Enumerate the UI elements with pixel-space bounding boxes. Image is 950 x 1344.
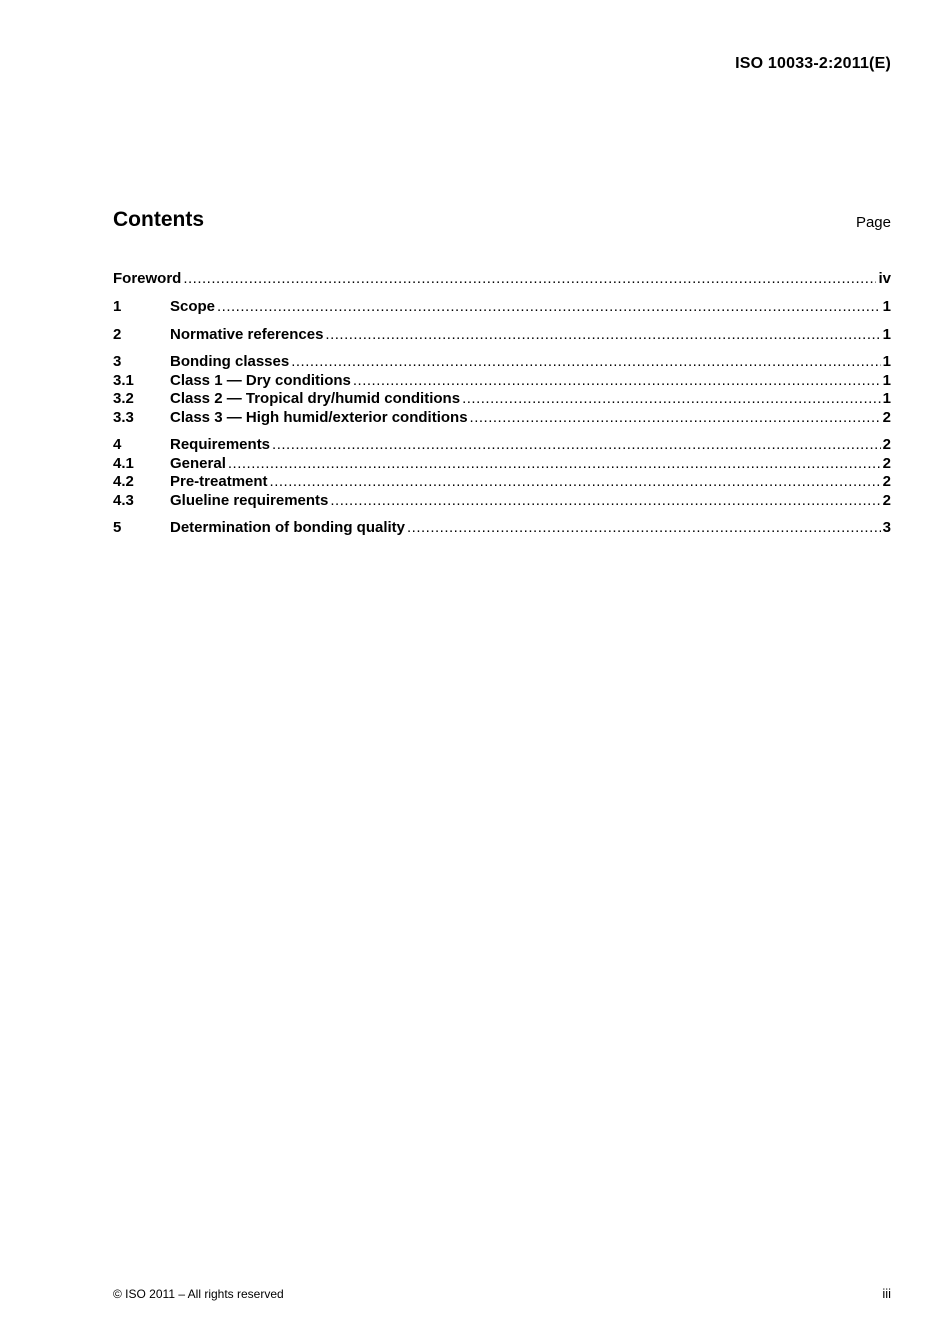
toc-entry-title: Class 2 — Tropical dry/humid conditions [170,390,461,407]
toc-entry-title: Class 3 — High humid/exterior conditions [170,409,468,426]
toc-entry-page: iv [878,270,891,287]
toc-entry-class-1[interactable] [113,371,891,390]
toc-entry-foreword[interactable] [113,269,891,288]
footer-copyright: © ISO 2011 – All rights reserved [113,1287,284,1301]
toc-entry-title: Foreword [113,270,182,287]
toc-leader-dots [470,408,881,427]
toc-entry-title: General [170,455,226,472]
toc-leader-dots [407,518,881,537]
toc-leader-dots [272,435,881,454]
toc-entry-title: Glueline requirements [170,492,329,509]
toc-entry-page: 1 [882,390,891,407]
toc-entry-class-3[interactable] [113,408,891,427]
toc-entry-number: 2 [113,326,122,343]
toc-entry-title: Normative references [170,326,324,343]
toc-entry-page: 3 [882,519,891,536]
toc-leader-dots [270,472,881,491]
toc-leader-dots [330,491,880,510]
toc-entry-glueline-requirements[interactable] [113,491,891,510]
toc-leader-dots [462,389,881,408]
toc-entry-number: 1 [113,298,122,315]
toc-entry-page: 2 [882,436,891,453]
toc-entry-title: Requirements [170,436,271,453]
toc-entry-number: 3.1 [113,372,134,389]
toc-entry-number: 3 [113,353,122,370]
toc-entry-class-2[interactable] [113,389,891,408]
toc-entry-page: 2 [882,455,891,472]
toc-entry-title: Determination of bonding quality [170,519,405,536]
toc-entry-number: 4.1 [113,455,134,472]
toc-entry-number: 4.3 [113,492,134,509]
toc-entry-page: 2 [882,409,891,426]
page-column-label: Page [855,214,891,231]
toc-entry-title: Pre-treatment [170,473,268,490]
toc-entry-pre-treatment[interactable] [113,472,891,491]
toc-leader-dots [325,325,880,344]
toc-entry-title: Class 1 — Dry conditions [170,372,351,389]
document-id: ISO 10033-2:2011(E) [735,55,891,72]
toc-leader-dots [291,352,880,371]
toc-entry-number: 4.2 [113,473,134,490]
toc-entry-page: 1 [882,326,891,343]
toc-entry-page: 1 [882,298,891,315]
toc-entry-normative-references[interactable] [113,325,891,344]
toc-entry-page: 2 [882,473,891,490]
toc-entry-page: 1 [882,353,891,370]
toc-entry-requirements[interactable] [113,435,891,454]
toc-entry-page: 2 [882,492,891,509]
toc-entry-number: 3.3 [113,409,134,426]
toc-entry-title: Bonding classes [170,353,290,370]
toc-entry-page: 1 [882,372,891,389]
toc-leader-dots [353,371,881,390]
toc-entry-bonding-classes[interactable] [113,352,891,371]
toc-entry-number: 4 [113,436,122,453]
toc-entry-general[interactable] [113,454,891,473]
toc-leader-dots [228,454,881,473]
toc-entry-determination-of-bonding-quality[interactable] [113,518,891,537]
toc-entry-number: 5 [113,519,122,536]
toc-entry-title: Scope [170,298,216,315]
contents-header [113,208,891,238]
toc-entry-scope[interactable] [113,297,891,316]
footer-page-number: iii [882,1286,891,1301]
toc-entry-number: 3.2 [113,390,134,407]
toc-leader-dots [183,269,876,288]
contents-title: Contents [113,208,204,231]
toc-leader-dots [217,297,881,316]
